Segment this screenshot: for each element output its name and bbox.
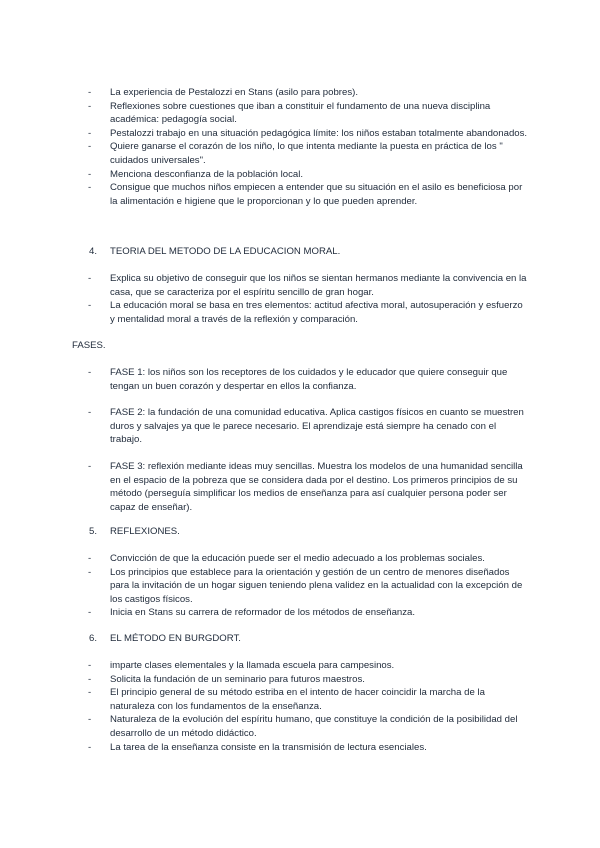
list-item: - Inicia en Stans su carrera de reformador de los métodos de enseñanza. <box>88 607 416 619</box>
list-item: - Menciona desconfianza de la población local. <box>88 168 304 180</box>
list-item: - Reflexiones sobre cuestiones que iban a constituir el fundamento de una nueva disciplina académica: pedagogía social. <box>88 100 491 126</box>
section-title: TEORIA DEL METODO DE LA EDUCACION MORAL. <box>110 246 341 257</box>
list-item: - FASE 3: reflexión mediante ideas muy sencillas. Muestra los modelos de una humanidad sencilla en el espacio de la pobreza que se considera dada por el destino. Los primeros principios de su método (perseguía simplificar los medios de enseñanza para así cualquier persona poder ser capaz de enseñar). <box>88 461 523 513</box>
bullet-dash: - <box>88 687 92 699</box>
fases-list-3 <box>0 460 600 514</box>
bullet-dash: - <box>88 273 92 284</box>
section-title: REFLEXIONES. <box>110 526 180 537</box>
section-number: 4. <box>89 246 98 257</box>
bullet-dash: - <box>88 100 92 112</box>
list-item: - La tarea de la enseñanza consiste en la transmisión de lectura esenciales. <box>88 741 427 753</box>
section-title: EL MÉTODO EN BURGDORT. <box>110 633 241 644</box>
list-item: - Convicción de que la educación puede ser el medio adecuado a los problemas sociales. <box>88 553 485 564</box>
section-number: 5. <box>89 526 98 537</box>
list-item: - Los principios que establece para la orientación y gestión de un centro de menores diseñados para la invitación de un hogar siguen teniendo plena validez en la actualidad con la excepción de los castigos físicos. <box>88 566 523 605</box>
list-item: - El principio general de su método estriba en el intento de hacer coincidir la marcha de la naturaleza con los fundamentos de la enseñanza. <box>88 687 485 712</box>
bullet-dash: - <box>88 367 92 378</box>
list-item: - La experiencia de Pestalozzi en Stans (asilo para pobres). <box>88 87 358 98</box>
intro-list <box>0 86 600 208</box>
list-item: - Quiere ganarse el corazón de los niño, lo que intenta mediante la puesta en práctica de los " cuidados universales". <box>88 141 503 166</box>
fases-heading: FASES. <box>72 340 106 351</box>
list-item: - Explica su objetivo de conseguir que los niños se sientan hermanos mediante la convivencia en la casa, que se caracteriza por el espíritu sencillo de gran hogar. <box>88 273 527 298</box>
bullet-dash: - <box>88 607 92 619</box>
bullet-dash: - <box>88 182 92 194</box>
bullet-dash: - <box>88 566 92 578</box>
bullet-dash: - <box>88 553 92 564</box>
bullet-dash: - <box>88 141 92 153</box>
bullet-dash: - <box>88 87 92 98</box>
fases-list-2 <box>0 406 600 447</box>
list-item: - imparte clases elementales y la llamada escuela para campesinos. <box>88 660 395 671</box>
section-number: 6. <box>89 633 98 644</box>
bullet-dash: - <box>88 127 92 139</box>
list-item: - FASE 2: la fundación de una comunidad educativa. Aplica castigos físicos en cuanto se muestren duros y salvajes ya que le parece necesario. El aprendizaje está siempre ha cenado con el trabajo. <box>88 407 524 446</box>
list-item: - Solicita la fundación de un seminario para futuros maestros. <box>88 673 365 685</box>
bullet-dash: - <box>88 714 92 726</box>
list-item: - Naturaleza de la evolución del espíritu humano, que constituye la condición de la posibilidad del desarrollo de un método didáctico. <box>88 714 518 739</box>
bullet-dash: - <box>88 407 92 418</box>
bullet-dash: - <box>88 660 92 671</box>
list-item: - Pestalozzi trabajo en una situación pedagógica límite: los niños estaban totalmente abandonados. <box>88 127 528 139</box>
section-6-list <box>0 659 600 754</box>
section-4-list <box>0 272 600 326</box>
fases-list-1 <box>0 366 600 393</box>
bullet-dash: - <box>88 673 92 685</box>
bullet-dash: - <box>88 741 92 753</box>
list-item: - Consigue que muchos niños empiecen a entender que su situación en el asilo es beneficiosa por la alimentación e higiene que le proporcionan y lo que pueden aprender. <box>88 182 523 207</box>
list-item: - FASE 1: los niños son los receptores de los cuidados y le educador que quiere conseguir que tengan un buen corazón y despertar en ellos la confianza. <box>88 367 508 392</box>
bullet-dash: - <box>88 168 92 180</box>
list-item: - La educación moral se basa en tres elementos: actitud afectiva moral, autosuperación y esfuerzo y mentalidad moral a través de la reflexión y comparación. <box>88 300 523 325</box>
section-5-list <box>0 552 600 620</box>
bullet-dash: - <box>88 461 92 472</box>
bullet-dash: - <box>88 300 92 312</box>
